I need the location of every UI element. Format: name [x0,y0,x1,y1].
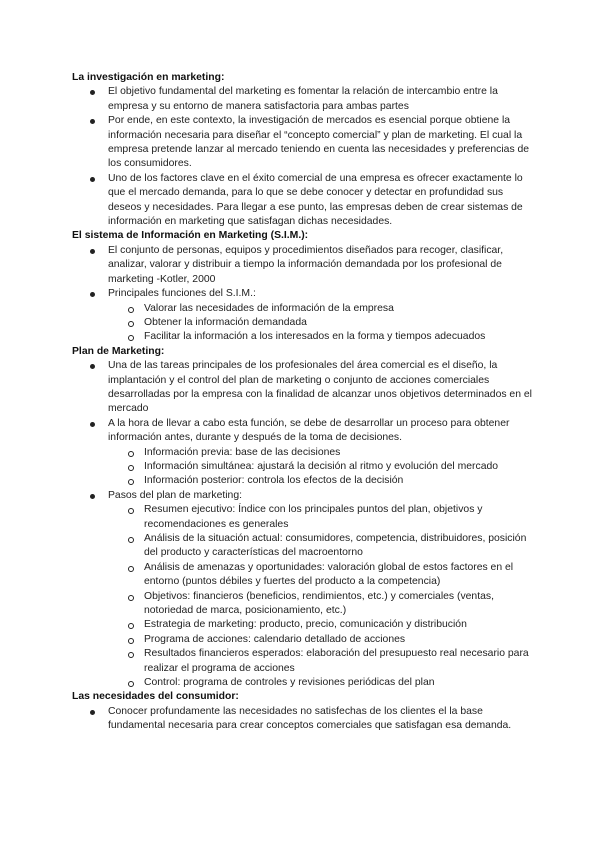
sub-list-item [108,633,534,647]
list-item-text: El objetivo fundamental del marketing es fomentar la relación de intercambio entre la empresa y su entorno de manera satisfactoria para ambas partes [108,86,498,112]
sub-list-item-text: Análisis de amenazas y oportunidades: valoración global de estos factores en el entorno (puntos débiles y fuertes del producto a la competencia) [144,561,514,588]
list-item [72,705,534,734]
sub-list-item [108,460,534,474]
sub-list-item-text: Valorar las necesidades de información de la empresa [144,302,394,314]
sub-list-item [108,676,534,690]
sub-list-item [108,618,534,632]
sub-list [108,446,534,489]
list-item [72,417,534,489]
section-heading: El sistema de Información en Marketing (S.I.M.): [72,230,309,242]
sub-list-item-text: Información posterior: controla los efectos de la decisión [144,475,404,487]
section [72,71,534,229]
list-item-text: Principales funciones del S.I.M.: [108,288,256,300]
sub-list-item-text: Información previa: base de las decisiones [144,446,341,458]
sub-list-item-text: Objetivos: financieros (beneficios, rendimientos, etc.) y comerciales (ventas, notoriedad de marca, posicionamiento, etc.) [144,590,494,617]
sub-list-item-text: Obtener la información demandada [144,316,307,328]
section [72,690,534,733]
list-item [72,85,534,114]
circle-bullet-icon [128,451,134,457]
bullet-icon [90,177,95,182]
section-heading: Las necesidades del consumidor: [72,691,239,703]
list-item [72,114,534,172]
circle-bullet-icon [128,566,134,572]
list-item-text: Por ende, en este contexto, la investigación de mercados es esencial porque obtiene la información necesaria para diseñar el “concepto comercial” y plan de marketing. El cual la empresa pretende lanzar al mercado teniendo en cuenta las necesidades y preferencias de los consumidores. [108,115,530,170]
list-item [72,359,534,417]
list-item-text: El conjunto de personas, equipos y procedimientos diseñados para recoger, clasificar, analizar, valorar y distribuir a tiempo la información demandada por los profesional de marketing -Kotler, 2000 [108,244,504,285]
bullet-icon [90,292,95,297]
bullet-list [72,705,534,734]
list-item [72,244,534,287]
sub-list-item-text: Programa de acciones: calendario detallado de acciones [144,633,406,645]
sub-list-item [108,330,534,344]
list-item-text: A la hora de llevar a cabo esta función, se debe de desarrollar un proceso para obtener información antes, durante y después de la toma de decisiones. [108,417,510,444]
sub-list [108,503,534,690]
list-item-text: Conocer profundamente las necesidades no satisfechas de los clientes el la base fundamental necesaria para crear conceptos comerciales que satisfagan esa demanda. [108,705,512,732]
section [72,345,534,691]
sub-list [108,302,534,345]
sub-list-item [108,302,534,316]
sub-list-item [108,561,534,590]
sub-list-item [108,532,534,561]
list-item-text: Pasos del plan de marketing: [108,489,243,501]
circle-bullet-icon [128,307,134,313]
list-item-text: Una de las tareas principales de los profesionales del área comercial es el diseño, la implantación y el control del plan de marketing o conjunto de acciones comerciales desarrolladas por la empresa con la finalidad de alcanzar unos objetivos determinados en el mercado [108,360,532,415]
sub-list-item [108,590,534,619]
list-item [72,172,534,230]
bullet-list [72,359,534,690]
bullet-list [72,85,534,229]
sub-list-item-text: Información simultánea: ajustará la decisión al ritmo y evolución del mercado [144,460,499,472]
section [72,229,534,344]
circle-bullet-icon [128,508,134,514]
list-item [72,287,534,345]
sub-list-item-text: Resultados financieros esperados: elaboración del presupuesto real necesario para realizar el programa de acciones [144,648,529,674]
circle-bullet-icon [128,479,134,485]
bullet-icon [90,710,95,715]
sub-list-item-text: Facilitar la información a los interesados en la forma y tiempos adecuados [144,331,486,343]
circle-bullet-icon [128,465,134,471]
bullet-icon [90,249,95,254]
bullet-list [72,244,534,345]
sub-list-item [108,474,534,488]
circle-bullet-icon [128,638,134,644]
bullet-icon [90,364,95,369]
circle-bullet-icon [128,595,134,601]
bullet-icon [90,422,95,427]
circle-bullet-icon [128,335,134,341]
list-item [72,489,534,691]
circle-bullet-icon [128,537,134,543]
sub-list-item [108,316,534,330]
sub-list-item-text: Control: programa de controles y revisiones periódicas del plan [144,677,435,689]
sub-list-item [108,647,534,676]
circle-bullet-icon [128,652,134,658]
circle-bullet-icon [128,321,134,327]
sub-list-item-text: Estrategia de marketing: producto, precio, comunicación y distribución [144,619,467,631]
section-heading: Plan de Marketing: [72,345,165,357]
section-heading: La investigación en marketing: [72,72,225,83]
circle-bullet-icon [128,623,134,629]
bullet-icon [90,90,95,95]
list-item-text: Uno de los factores clave en el éxito comercial de una empresa es ofrecer exactamente lo que el mercado demanda, para lo que se debe conocer y detectar en profundidad sus deseos y necesidades. Para llegar a ese punto, las empresas deben de crear sistemas de información en marketing que satisfagan dichas necesidades. [108,172,523,228]
circle-bullet-icon [128,681,134,687]
bullet-icon [90,494,95,499]
bullet-icon [90,119,95,124]
document-body [72,71,534,734]
sub-list-item [108,446,534,460]
sub-list-item-text: Análisis de la situación actual: consumidores, competencia, distribuidores, posición del producto y características del macroentorno [144,533,527,559]
sub-list-item-text: Resumen ejecutivo: Índice con los principales puntos del plan, objetivos y recomendaciones es generales [144,504,483,530]
sub-list-item [108,503,534,532]
